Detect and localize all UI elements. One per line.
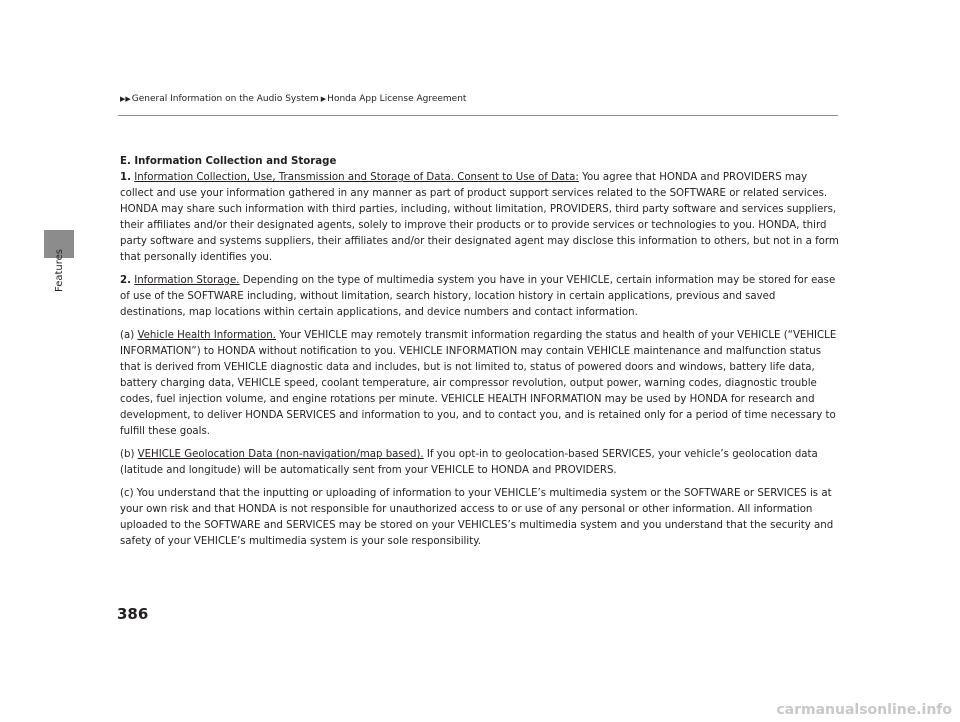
paragraph-prefix: (a) (120, 330, 138, 341)
header-divider (118, 115, 838, 116)
section-paragraph-a (120, 328, 840, 440)
breadcrumb-item-audio-system[interactable]: General Information on the Audio System (131, 94, 319, 104)
paragraph-body: Depending on the type of multimedia system you have in your VEHICLE, certain information may be stored for ease of use of the SOFTWARE including, without limitation, search history, location history in certain applications, previous and saved destinations, map locations within certain applications, and device numbers and contact information. (120, 275, 836, 318)
paragraph-number: 1. (120, 172, 131, 183)
watermark: carmanualsonline.info (776, 702, 952, 718)
breadcrumb-arrow-icon: ▶ (320, 95, 327, 103)
section-heading: E. Information Collection and Storage (120, 156, 337, 167)
sidebar-label: Features (54, 249, 65, 292)
section-paragraph-1 (120, 154, 840, 266)
paragraph-title: Information Collection, Use, Transmission and Storage of Data. Consent to Use of Data: (134, 172, 579, 183)
paragraph-title: Information Storage. (134, 275, 240, 286)
section-paragraph-b (120, 447, 840, 479)
paragraph-prefix: (b) (120, 449, 138, 460)
breadcrumb-arrow-icon: ▶▶ (120, 95, 131, 103)
paragraph-body: You agree that HONDA and PROVIDERS may collect and use your information gathered in any manner as part of product support services related to the SOFTWARE or related services. HONDA may share such information with third parties, including, without limitation, PROVIDERS, third party software and services suppliers, their affiliates and/or their designated agents, solely to improve their products or to provide services or technologies to you. HONDA, third party software and systems suppliers, their affiliates and/or their designated agent may disclose this information to others, but not in a form that personally identifies you. (120, 172, 839, 263)
section-paragraph-2 (120, 273, 840, 321)
breadcrumb-item-license-agreement[interactable]: Honda App License Agreement (327, 94, 467, 104)
section-paragraph-c (120, 486, 840, 550)
breadcrumb (120, 94, 466, 104)
document-body (120, 154, 840, 557)
paragraph-body: If you opt-in to geolocation-based SERVICES, your vehicle’s geolocation data (latitude and longitude) will be automatically sent from your VEHICLE to HONDA and PROVIDERS. (120, 449, 818, 476)
paragraph-title: Vehicle Health Information. (137, 330, 277, 341)
paragraph-body: Your VEHICLE may remotely transmit information regarding the status and health of your VEHICLE (“VEHICLE INFORMATION”) to HONDA without notification to you. VEHICLE INFORMATION may contain VEHICLE maintenance and malfunction status that is derived from VEHICLE diagnostic data and includes, but is not limited to, status of powered doors and windows, battery life data, battery charging data, VEHICLE speed, coolant temperature, air compressor revolution, output power, warning codes, diagnostic trouble codes, fuel injection volume, and engine rotations per minute. VEHICLE HEALTH INFORMATION may be used by HONDA for research and development, to deliver HONDA SERVICES and information to you, and to contact you, and is retained only for a period of time necessary to fulfill these goals. (120, 330, 837, 437)
paragraph-number: 2. (120, 275, 131, 286)
paragraph-body: (c) You understand that the inputting or uploading of information to your VEHICLE’s multimedia system or the SOFTWARE or SERVICES is at your own risk and that HONDA is not responsible for unauthorized access to or use of any personal or other information. All information uploaded to the SOFTWARE and SERVICES may be stored on your VEHICLES’s multimedia system and you understand that the security and safety of your VEHICLE’s multimedia system is your sole responsibility. (120, 488, 834, 547)
paragraph-title: VEHICLE Geolocation Data (non-navigation/map based). (137, 449, 424, 460)
page-number: 386 (117, 605, 149, 623)
